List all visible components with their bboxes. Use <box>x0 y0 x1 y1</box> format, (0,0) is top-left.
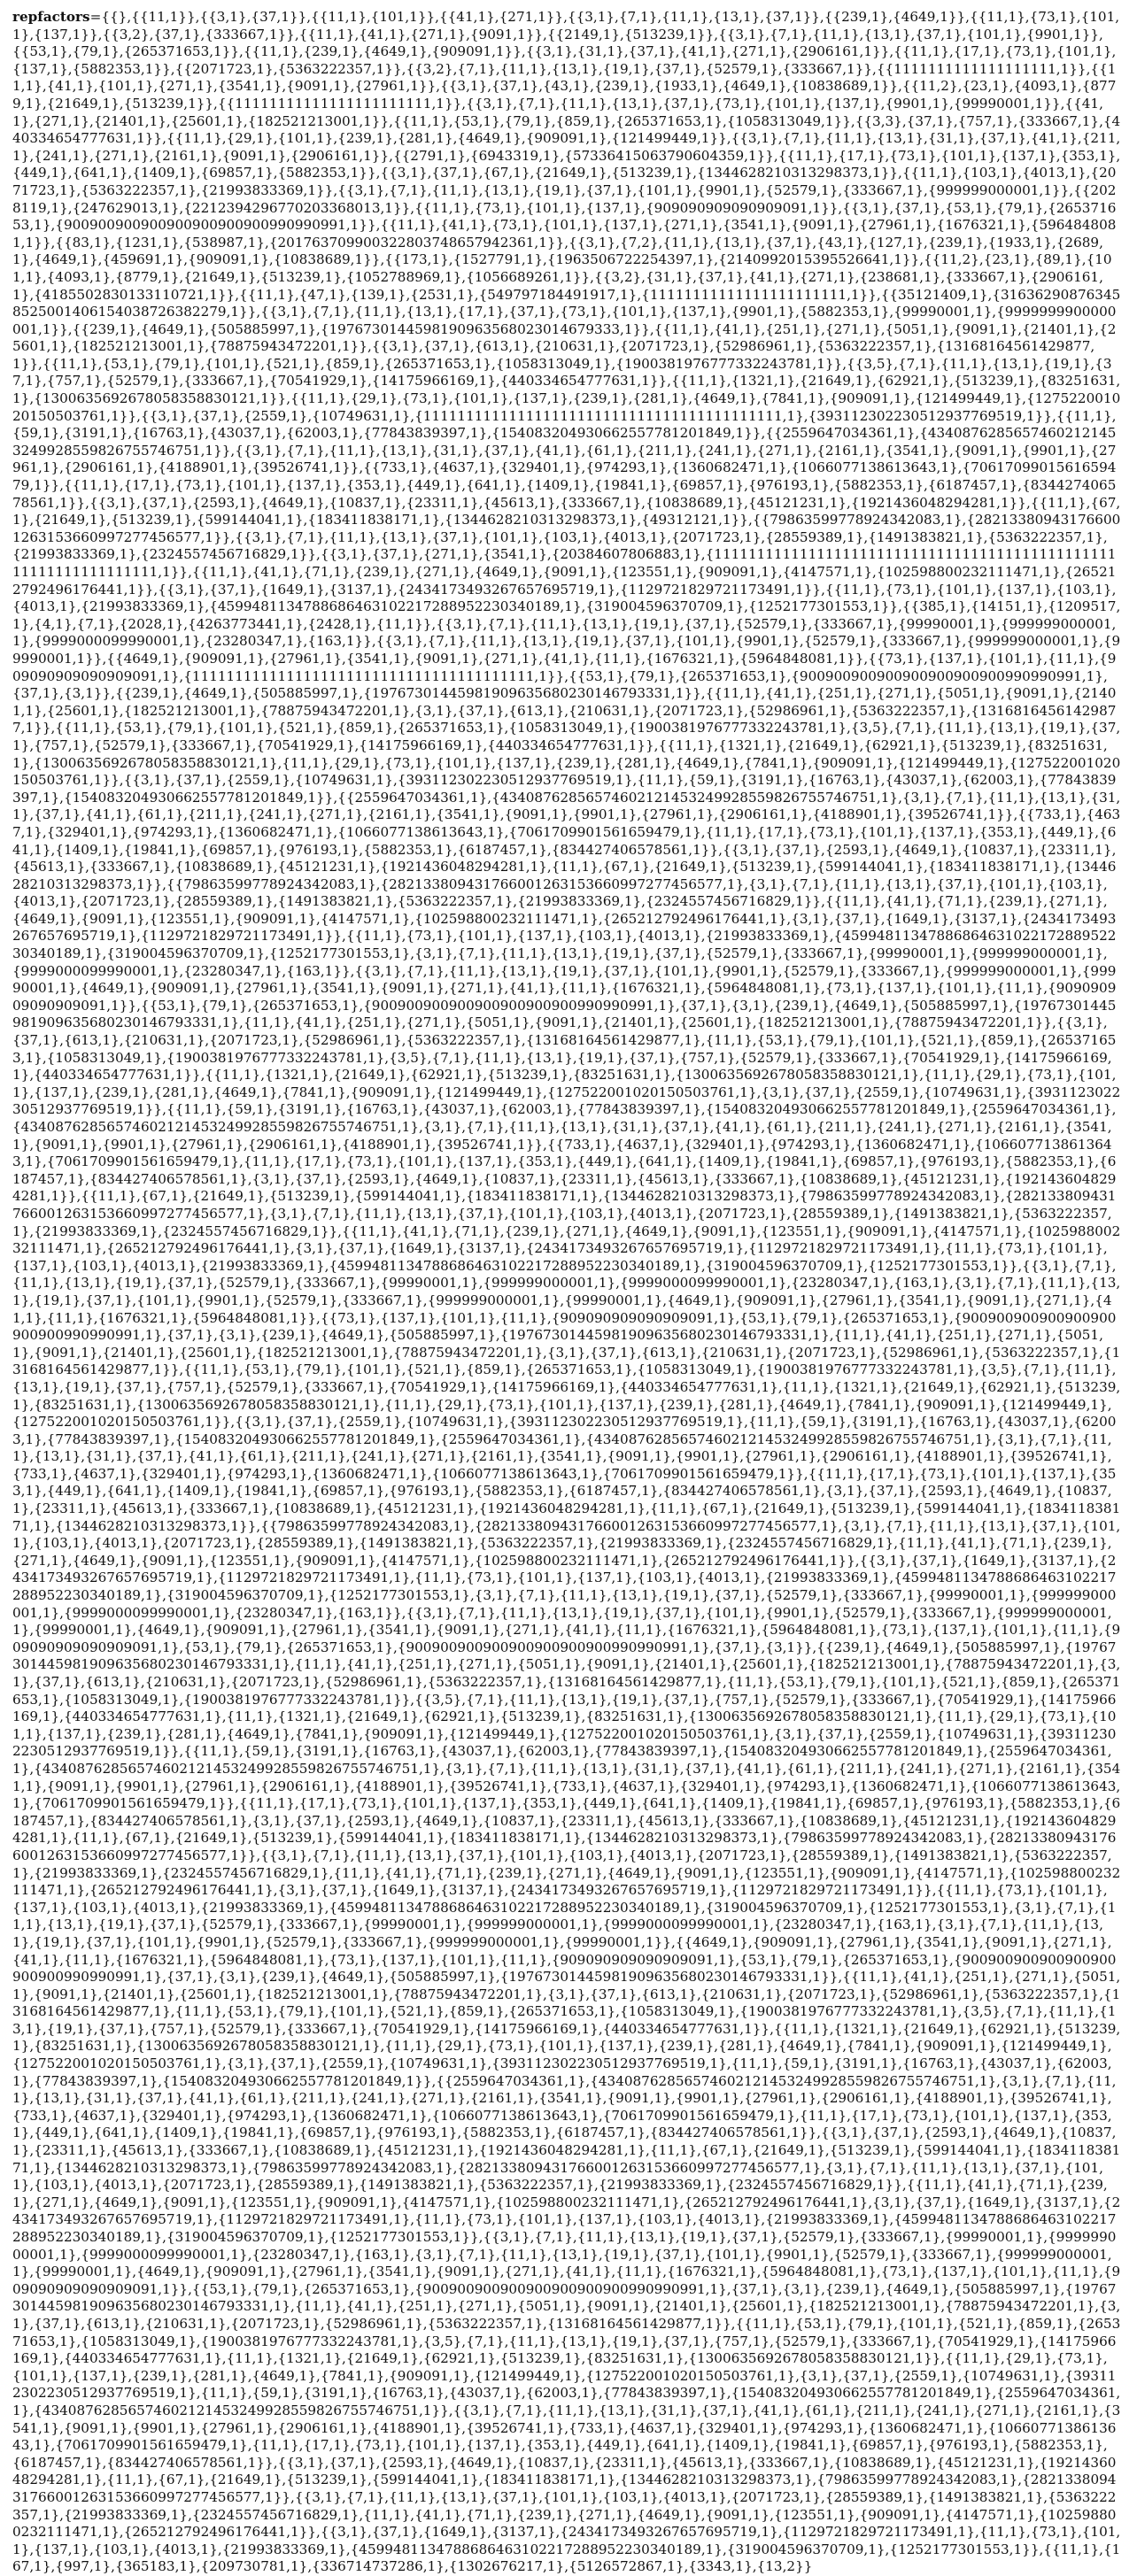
assignment-operator: = <box>89 9 102 25</box>
document-page <box>12 9 1125 2575</box>
factor-list-content: {{},{{11,1}},{{3,1},{37,1}},{{11,1},{101,1}},{{41,1},{271,1}},{{3,1},{7,1},{11,1},{13,1},{37,1}},{{239,1},{4649,1}},{{11,1},{73,1},{101,1},{137,1}},{{3,2},{37,1},{333667,1}},{{11,1},{41,1},{271,1},{9091,1}},{{2149,1},{513239,1}},{{3,1},{7,1},{11,1},{13,1},{37,1},{101,1},{9901,1}},{{53,1},{79,1},{265371653,1}},{{11,1},{239,1},{4649,1},{909091,1}},{{3,1},{31,1},{37,1},{41,1},{271,1},{2906161,1}},{{11,1},{17,1},{73,1},{101,1},{137,1},{5882353,1}},{{2071723,1},{5363222357,1}},{{3,2},{7,1},{11,1},{13,1},{19,1},{37,1},{52579,1},{333667,1}},{{1111111111111111111,1}},{{11,1},{41,1},{101,1},{271,1},{3541,1},{9091,1},{27961,1}},{{3,1},{37,1},{43,1},{239,1},{1933,1},{4649,1},{10838689,1}},{{11,2},{23,1},{4093,1},{8779,1},{21649,1},{513239,1}},{{11111111111111111111111,1}},{{3,1},{7,1},{11,1},{13,1},{37,1},{73,1},{101,1},{137,1},{9901,1},{99990001,1}},{{41,1},{271,1},{21401,1},{25601,1},{182521213001,1}},{{11,1},{53,1},{79,1},{859,1},{265371653,1},{1058313049,1}},{{3,3},{37,1},{757,1},{333667,1},{440334654777631,1}},{{11,1},{29,1},{101,1},{239,1},{281,1},{4649,1},{909091,1},{121499449,1}},{{3,1},{7,1},{11,1},{13,1},{31,1},{37,1},{41,1},{211,1},{241,1},{271,1},{2161,1},{9091,1},{2906161,1}},{{2791,1},{6943319,1},{57336415063790604359,1}},{{11,1},{17,1},{73,1},{101,1},{137,1},{353,1},{449,1},{641,1},{1409,1},{69857,1},{5882353,1}},{{3,1},{37,1},{67,1},{21649,1},{513239,1},{1344628210313298373,1}},{{11,1},{103,1},{4013,1},{2071723,1},{5363222357,1},{21993833369,1}},{{3,1},{7,1},{11,1},{13,1},{19,1},{37,1},{101,1},{9901,1},{52579,1},{333667,1},{999999000001,1}},{{2028119,1},{247629013,1},{2212394296770203368013,1}},{{11,1},{73,1},{101,1},{137,1},{909090909090909091,1}},{{3,1},{37,1},{53,1},{79,1},{265371653,1},{900900900900900900900900990990991,1}},{{11,1},{41,1},{73,1},{101,1},{137,1},{271,1},{3541,1},{9091,1},{27961,1},{1676321,1},{5964848081,1}},{{83,1},{1231,1},{538987,1},{201763709900322803748657942361,1}},{{3,1},{7,2},{11,1},{13,1},{37,1},{43,1},{127,1},{239,1},{1933,1},{2689,1},{4649,1},{459691,1},{909091,1},{10838689,1}},{{173,1},{1527791,1},{1963506722254397,1},{2140992015395526641,1}},{{11,2},{23,1},{89,1},{101,1},{4093,1},{8779,1},{21649,1},{513239,1},{1052788969,1},{1056689261,1}},{{3,2},{31,1},{37,1},{41,1},{271,1},{238681,1},{333667,1},{2906161,1},{4185502830133110721,1}},{{11,1},{47,1},{139,1},{2531,1},{549797184491917,1},{11111111111111111111111,1}},{{35121409,1},{316362908763458525001406154038726382279,1}},{{3,1},{7,1},{11,1},{13,1},{17,1},{37,1},{73,1},{101,1},{137,1},{9901,1},{5882353,1},{99990001,1},{9999999900000001,1}},{{239,1},{4649,1},{505885997,1},{1976730144598190963568023014679333,1}},{{11,1},{41,1},{251,1},{271,1},{5051,1},{9091,1},{21401,1},{25601,1},{182521213001,1},{78875943472201,1}},{{3,1},{37,1},{613,1},{210631,1},{2071723,1},{52986961,1},{5363222357,1},{13168164561429877,1}},{{11,1},{53,1},{79,1},{101,1},{521,1},{859,1},{265371653,1},{1058313049,1},{1900381976777332243781,1}},{{3,5},{7,1},{11,1},{13,1},{19,1},{37,1},{757,1},{52579,1},{333667,1},{70541929,1},{14175966169,1},{440334654777631,1}},{{11,1},{1321,1},{21649,1},{62921,1},{513239,1},{83251631,1},{1300635692678058358830121,1}},{{11,1},{29,1},{73,1},{101,1},{137,1},{239,1},{281,1},{4649,1},{7841,1},{909091,1},{121499449,1},{127522001020150503761,1}},{{3,1},{37,1},{2559,1},{10749631,1},{111111111111111111111111111111111111111111,1},{393112302230512937769519,1}},{{11,1},{59,1},{3191,1},{16763,1},{43037,1},{62003,1},{77843839397,1},{154083204930662557781201849,1}},{{2559647034361,1},{43408762856574602121453249928559826755746751,1}},{{3,1},{7,1},{11,1},{13,1},{31,1},{37,1},{41,1},{61,1},{211,1},{241,1},{271,1},{2161,1},{3541,1},{9091,1},{9901,1},{27961,1},{2906161,1},{4188901,1},{39526741,1}},{{733,1},{4637,1},{329401,1},{974293,1},{1360682471,1},{1066077138613643,1},{7061709901561659479,1}},{{11,1},{17,1},{73,1},{101,1},{137,1},{353,1},{449,1},{641,1},{1409,1},{19841,1},{69857,1},{976193,1},{5882353,1},{6187457,1},{834427406578561,1}},{{3,1},{37,1},{2593,1},{4649,1},{10837,1},{23311,1},{45613,1},{333667,1},{10838689,1},{45121231,1},{1921436048294281,1}},{{11,1},{67,1},{21649,1},{513239,1},{599144041,1},{183411838171,1},{1344628210313298373,1},{49312121,1}},{{79863599778924342083,1},{282133809431766001263153660997277456577,1}},{{3,1},{7,1},{11,1},{13,1},{37,1},{101,1},{103,1},{4013,1},{2071723,1},{28559389,1},{1491383821,1},{5363222357,1},{21993833369,1},{2324557456716829,1}},{{3,1},{37,1},{271,1},{3541,1},{20384607806883,1},{1111111111111111111111111111111111111111111111111111111111111111,1}},{{11,1},{41,1},{71,1},{239,1},{271,1},{4649,1},{9091,1},{123551,1},{909091,1},{4147571,1},{102598800232111471,1},{265212792496176441,1}},{{3,1},{37,1},{1649,1},{3137,1},{2434173493267657695719,1},{1129721829721173491,1}},{{11,1},{73,1},{101,1},{137,1},{103,1},{4013,1},{21993833369,1},{4599481134788686463102217288952230340189,1},{319004596370709,1},{1252177301553,1}},{{385,1},{14151,1},{1209517,1},{4,1},{7,1},{2028,1},{4263773441,1},{2428,1},{11,1}},{{3,1},{7,1},{11,1},{13,1},{19,1},{37,1},{52579,1},{333667,1},{99990001,1},{999999000001,1},{9999000099990001,1},{23280347,1},{163,1}},{{3,1},{7,1},{11,1},{13,1},{19,1},{37,1},{101,1},{9901,1},{52579,1},{333667,1},{999999000001,1},{99990001,1}},{{4649,1},{909091,1},{27961,1},{3541,1},{9091,1},{271,1},{41,1},{11,1},{1676321,1},{5964848081,1}},{{73,1},{137,1},{101,1},{11,1},{909090909090909091,1},{1111111111111111111111111111111111111111,1}},{{53,1},{79,1},{265371653,1},{900900900900900900900900990990991,1},{37,1},{3,1}},{{239,1},{4649,1},{505885997,1},{19767301445981909635680230146793331,1}},{{11,1},{41,1},{251,1},{271,1},{5051,1},{9091,1},{21401,1},{25601,1},{182521213001,1},{78875943472201,1},{3,1},{37,1},{613,1},{210631,1},{2071723,1},{52986961,1},{5363222357,1},{13168164561429877,1}},{{11,1},{53,1},{79,1},{101,1},{521,1},{859,1},{265371653,1},{1058313049,1},{1900381976777332243781,1},{3,5},{7,1},{11,1},{13,1},{19,1},{37,1},{757,1},{52579,1},{333667,1},{70541929,1},{14175966169,1},{440334654777631,1}},{{11,1},{1321,1},{21649,1},{62921,1},{513239,1},{83251631,1},{1300635692678058358830121,1},{11,1},{29,1},{73,1},{101,1},{137,1},{239,1},{281,1},{4649,1},{7841,1},{909091,1},{121499449,1},{127522001020150503761,1}},{{3,1},{37,1},{2559,1},{10749631,1},{393112302230512937769519,1},{11,1},{59,1},{3191,1},{16763,1},{43037,1},{62003,1},{77843839397,1},{154083204930662557781201849,1}},{{2559647034361,1},{43408762856574602121453249928559826755746751,1},{3,1},{7,1},{11,1},{13,1},{31,1},{37,1},{41,1},{61,1},{211,1},{241,1},{271,1},{2161,1},{3541,1},{9091,1},{9901,1},{27961,1},{2906161,1},{4188901,1},{39526741,1}},{{733,1},{4637,1},{329401,1},{974293,1},{1360682471,1},{1066077138613643,1},{7061709901561659479,1},{11,1},{17,1},{73,1},{101,1},{137,1},{353,1},{449,1},{641,1},{1409,1},{19841,1},{69857,1},{976193,1},{5882353,1},{6187457,1},{834427406578561,1}},{{3,1},{37,1},{2593,1},{4649,1},{10837,1},{23311,1},{45613,1},{333667,1},{10838689,1},{45121231,1},{1921436048294281,1},{11,1},{67,1},{21649,1},{513239,1},{599144041,1},{183411838171,1},{1344628210313298373,1}},{{79863599778924342083,1},{282133809431766001263153660997277456577,1},{3,1},{7,1},{11,1},{13,1},{37,1},{101,1},{103,1},{4013,1},{2071723,1},{28559389,1},{1491383821,1},{5363222357,1},{21993833369,1},{2324557456716829,1}},{{11,1},{41,1},{71,1},{239,1},{271,1},{4649,1},{9091,1},{123551,1},{909091,1},{4147571,1},{102598800232111471,1},{265212792496176441,1},{3,1},{37,1},{1649,1},{3137,1},{2434173493267657695719,1},{1129721829721173491,1}},{{11,1},{73,1},{101,1},{137,1},{103,1},{4013,1},{21993833369,1},{4599481134788686463102217288952230340189,1},{319004596370709,1},{1252177301553,1},{3,1},{7,1},{11,1},{13,1},{19,1},{37,1},{52579,1},{333667,1},{99990001,1},{999999000001,1},{9999000099990001,1},{23280347,1},{163,1}},{{3,1},{7,1},{11,1},{13,1},{19,1},{37,1},{101,1},{9901,1},{52579,1},{333667,1},{999999000001,1},{99990001,1},{4649,1},{909091,1},{27961,1},{3541,1},{9091,1},{271,1},{41,1},{11,1},{1676321,1},{5964848081,1},{73,1},{137,1},{101,1},{11,1},{909090909090909091,1}},{{53,1},{79,1},{265371653,1},{900900900900900900900900990990991,1},{37,1},{3,1},{239,1},{4649,1},{505885997,1},{19767301445981909635680230146793331,1},{11,1},{41,1},{251,1},{271,1},{5051,1},{9091,1},{21401,1},{25601,1},{182521213001,1},{78875943472201,1}},{{3,1},{37,1},{613,1},{210631,1},{2071723,1},{52986961,1},{5363222357,1},{13168164561429877,1},{11,1},{53,1},{79,1},{101,1},{521,1},{859,1},{265371653,1},{1058313049,1},{1900381976777332243781,1},{3,5},{7,1},{11,1},{13,1},{19,1},{37,1},{757,1},{52579,1},{333667,1},{70541929,1},{14175966169,1},{440334654777631,1}},{{11,1},{1321,1},{21649,1},{62921,1},{513239,1},{83251631,1},{1300635692678058358830121,1},{11,1},{29,1},{73,1},{101,1},{137,1},{239,1},{281,1},{4649,1},{7841,1},{909091,1},{121499449,1},{127522001020150503761,1},{3,1},{37,1},{2559,1},{10749631,1},{393112302230512937769519,1}},{{11,1},{59,1},{3191,1},{16763,1},{43037,1},{62003,1},{77843839397,1},{154083204930662557781201849,1},{2559647034361,1},{43408762856574602121453249928559826755746751,1},{3,1},{7,1},{11,1},{13,1},{31,1},{37,1},{41,1},{61,1},{211,1},{241,1},{271,1},{2161,1},{3541,1},{9091,1},{9901,1},{27961,1},{2906161,1},{4188901,1},{39526741,1}},{{733,1},{4637,1},{329401,1},{974293,1},{1360682471,1},{1066077138613643,1},{7061709901561659479,1},{11,1},{17,1},{73,1},{101,1},{137,1},{353,1},{449,1},{641,1},{1409,1},{19841,1},{69857,1},{976193,1},{5882353,1},{6187457,1},{834427406578561,1},{3,1},{37,1},{2593,1},{4649,1},{10837,1},{23311,1},{45613,1},{333667,1},{10838689,1},{45121231,1},{1921436048294281,1}},{{11,1},{67,1},{21649,1},{513239,1},{599144041,1},{183411838171,1},{1344628210313298373,1},{79863599778924342083,1},{282133809431766001263153660997277456577,1},{3,1},{7,1},{11,1},{13,1},{37,1},{101,1},{103,1},{4013,1},{2071723,1},{28559389,1},{1491383821,1},{5363222357,1},{21993833369,1},{2324557456716829,1}},{{11,1},{41,1},{71,1},{239,1},{271,1},{4649,1},{9091,1},{123551,1},{909091,1},{4147571,1},{102598800232111471,1},{265212792496176441,1},{3,1},{37,1},{1649,1},{3137,1},{2434173493267657695719,1},{1129721829721173491,1},{11,1},{73,1},{101,1},{137,1},{103,1},{4013,1},{21993833369,1},{4599481134788686463102217288952230340189,1},{319004596370709,1},{1252177301553,1}},{{3,1},{7,1},{11,1},{13,1},{19,1},{37,1},{52579,1},{333667,1},{99990001,1},{999999000001,1},{9999000099990001,1},{23280347,1},{163,1},{3,1},{7,1},{11,1},{13,1},{19,1},{37,1},{101,1},{9901,1},{52579,1},{333667,1},{999999000001,1},{99990001,1},{4649,1},{909091,1},{27961,1},{3541,1},{9091,1},{271,1},{41,1},{11,1},{1676321,1},{5964848081,1}},{{73,1},{137,1},{101,1},{11,1},{909090909090909091,1},{53,1},{79,1},{265371653,1},{900900900900900900900900990990991,1},{37,1},{3,1},{239,1},{4649,1},{505885997,1},{19767301445981909635680230146793331,1},{11,1},{41,1},{251,1},{271,1},{5051,1},{9091,1},{21401,1},{25601,1},{182521213001,1},{78875943472201,1},{3,1},{37,1},{613,1},{210631,1},{2071723,1},{52986961,1},{5363222357,1},{13168164561429877,1}},{{11,1},{53,1},{79,1},{101,1},{521,1},{859,1},{265371653,1},{1058313049,1},{1900381976777332243781,1},{3,5},{7,1},{11,1},{13,1},{19,1},{37,1},{757,1},{52579,1},{333667,1},{70541929,1},{14175966169,1},{440334654777631,1},{11,1},{1321,1},{21649,1},{62921,1},{513239,1},{83251631,1},{1300635692678058358830121,1},{11,1},{29,1},{73,1},{101,1},{137,1},{239,1},{281,1},{4649,1},{7841,1},{909091,1},{121499449,1},{127522001020150503761,1}},{{3,1},{37,1},{2559,1},{10749631,1},{393112302230512937769519,1},{11,1},{59,1},{3191,1},{16763,1},{43037,1},{62003,1},{77843839397,1},{154083204930662557781201849,1},{2559647034361,1},{43408762856574602121453249928559826755746751,1},{3,1},{7,1},{11,1},{13,1},{31,1},{37,1},{41,1},{61,1},{211,1},{241,1},{271,1},{2161,1},{3541,1},{9091,1},{9901,1},{27961,1},{2906161,1},{4188901,1},{39526741,1},{733,1},{4637,1},{329401,1},{974293,1},{1360682471,1},{1066077138613643,1},{7061709901561659479,1}},{{11,1},{17,1},{73,1},{101,1},{137,1},{353,1},{449,1},{641,1},{1409,1},{19841,1},{69857,1},{976193,1},{5882353,1},{6187457,1},{834427406578561,1},{3,1},{37,1},{2593,1},{4649,1},{10837,1},{23311,1},{45613,1},{333667,1},{10838689,1},{45121231,1},{1921436048294281,1},{11,1},{67,1},{21649,1},{513239,1},{599144041,1},{183411838171,1},{1344628210313298373,1}},{{79863599778924342083,1},{282133809431766001263153660997277456577,1},{3,1},{7,1},{11,1},{13,1},{37,1},{101,1},{103,1},{4013,1},{2071723,1},{28559389,1},{1491383821,1},{5363222357,1},{21993833369,1},{2324557456716829,1},{11,1},{41,1},{71,1},{239,1},{271,1},{4649,1},{9091,1},{123551,1},{909091,1},{4147571,1},{102598800232111471,1},{265212792496176441,1}},{{3,1},{37,1},{1649,1},{3137,1},{2434173493267657695719,1},{1129721829721173491,1},{11,1},{73,1},{101,1},{137,1},{103,1},{4013,1},{21993833369,1},{4599481134788686463102217288952230340189,1},{319004596370709,1},{1252177301553,1},{3,1},{7,1},{11,1},{13,1},{19,1},{37,1},{52579,1},{333667,1},{99990001,1},{999999000001,1},{9999000099990001,1},{23280347,1},{163,1}},{{3,1},{7,1},{11,1},{13,1},{19,1},{37,1},{101,1},{9901,1},{52579,1},{333667,1},{999999000001,1},{99990001,1},{4649,1},{909091,1},{27961,1},{3541,1},{9091,1},{271,1},{41,1},{11,1},{1676321,1},{5964848081,1},{73,1},{137,1},{101,1},{11,1},{909090909090909091,1},{53,1},{79,1},{265371653,1},{900900900900900900900900990990991,1},{37,1},{3,1}},{{239,1},{4649,1},{505885997,1},{19767301445981909635680230146793331,1},{11,1},{41,1},{251,1},{271,1},{5051,1},{9091,1},{21401,1},{25601,1},{182521213001,1},{78875943472201,1},{3,1},{37,1},{613,1},{210631,1},{2071723,1},{52986961,1},{5363222357,1},{13168164561429877,1},{11,1},{53,1},{79,1},{101,1},{521,1},{859,1},{265371653,1},{1058313049,1},{1900381976777332243781,1}},{{3,5},{7,1},{11,1},{13,1},{19,1},{37,1},{757,1},{52579,1},{333667,1},{70541929,1},{14175966169,1},{440334654777631,1},{11,1},{1321,1},{21649,1},{62921,1},{513239,1},{83251631,1},{1300635692678058358830121,1},{11,1},{29,1},{73,1},{101,1},{137,1},{239,1},{281,1},{4649,1},{7841,1},{909091,1},{121499449,1},{127522001020150503761,1},{3,1},{37,1},{2559,1},{10749631,1},{393112302230512937769519,1}},{{11,1},{59,1},{3191,1},{16763,1},{43037,1},{62003,1},{77843839397,1},{154083204930662557781201849,1},{2559647034361,1},{43408762856574602121453249928559826755746751,1},{3,1},{7,1},{11,1},{13,1},{31,1},{37,1},{41,1},{61,1},{211,1},{241,1},{271,1},{2161,1},{3541,1},{9091,1},{9901,1},{27961,1},{2906161,1},{4188901,1},{39526741,1},{733,1},{4637,1},{329401,1},{974293,1},{1360682471,1},{1066077138613643,1},{7061709901561659479,1}},{{11,1},{17,1},{73,1},{101,1},{137,1},{353,1},{449,1},{641,1},{1409,1},{19841,1},{69857,1},{976193,1},{5882353,1},{6187457,1},{834427406578561,1},{3,1},{37,1},{2593,1},{4649,1},{10837,1},{23311,1},{45613,1},{333667,1},{10838689,1},{45121231,1},{1921436048294281,1},{11,1},{67,1},{21649,1},{513239,1},{599144041,1},{183411838171,1},{1344628210313298373,1},{79863599778924342083,1},{282133809431766001263153660997277456577,1}},{{3,1},{7,1},{11,1},{13,1},{37,1},{101,1},{103,1},{4013,1},{2071723,1},{28559389,1},{1491383821,1},{5363222357,1},{21993833369,1},{2324557456716829,1},{11,1},{41,1},{71,1},{239,1},{271,1},{4649,1},{9091,1},{123551,1},{909091,1},{4147571,1},{102598800232111471,1},{265212792496176441,1},{3,1},{37,1},{1649,1},{3137,1},{2434173493267657695719,1},{1129721829721173491,1}},{{11,1},{73,1},{101,1},{137,1},{103,1},{4013,1},{21993833369,1},{4599481134788686463102217288952230340189,1},{319004596370709,1},{1252177301553,1},{3,1},{7,1},{11,1},{13,1},{19,1},{37,1},{52579,1},{333667,1},{99990001,1},{999999000001,1},{9999000099990001,1},{23280347,1},{163,1},{3,1},{7,1},{11,1},{13,1},{19,1},{37,1},{101,1},{9901,1},{52579,1},{333667,1},{999999000001,1},{99990001,1}},{{4649,1},{909091,1},{27961,1},{3541,1},{9091,1},{271,1},{41,1},{11,1},{1676321,1},{5964848081,1},{73,1},{137,1},{101,1},{11,1},{909090909090909091,1},{53,1},{79,1},{265371653,1},{900900900900900900900900990990991,1},{37,1},{3,1},{239,1},{4649,1},{505885997,1},{19767301445981909635680230146793331,1}},{{11,1},{41,1},{251,1},{271,1},{5051,1},{9091,1},{21401,1},{25601,1},{182521213001,1},{78875943472201,1},{3,1},{37,1},{613,1},{210631,1},{2071723,1},{52986961,1},{5363222357,1},{13168164561429877,1},{11,1},{53,1},{79,1},{101,1},{521,1},{859,1},{265371653,1},{1058313049,1},{1900381976777332243781,1},{3,5},{7,1},{11,1},{13,1},{19,1},{37,1},{757,1},{52579,1},{333667,1},{70541929,1},{14175966169,1},{440334654777631,1}},{{11,1},{1321,1},{21649,1},{62921,1},{513239,1},{83251631,1},{1300635692678058358830121,1},{11,1},{29,1},{73,1},{101,1},{137,1},{239,1},{281,1},{4649,1},{7841,1},{909091,1},{121499449,1},{127522001020150503761,1},{3,1},{37,1},{2559,1},{10749631,1},{393112302230512937769519,1},{11,1},{59,1},{3191,1},{16763,1},{43037,1},{62003,1},{77843839397,1},{154083204930662557781201849,1}},{{2559647034361,1},{43408762856574602121453249928559826755746751,1},{3,1},{7,1},{11,1},{13,1},{31,1},{37,1},{41,1},{61,1},{211,1},{241,1},{271,1},{2161,1},{3541,1},{9091,1},{9901,1},{27961,1},{2906161,1},{4188901,1},{39526741,1},{733,1},{4637,1},{329401,1},{974293,1},{1360682471,1},{1066077138613643,1},{7061709901561659479,1},{11,1},{17,1},{73,1},{101,1},{137,1},{353,1},{449,1},{641,1},{1409,1},{19841,1},{69857,1},{976193,1},{5882353,1},{6187457,1},{834427406578561,1}},{{3,1},{37,1},{2593,1},{4649,1},{10837,1},{23311,1},{45613,1},{333667,1},{10838689,1},{45121231,1},{1921436048294281,1},{11,1},{67,1},{21649,1},{513239,1},{599144041,1},{183411838171,1},{1344628210313298373,1},{79863599778924342083,1},{282133809431766001263153660997277456577,1},{3,1},{7,1},{11,1},{13,1},{37,1},{101,1},{103,1},{4013,1},{2071723,1},{28559389,1},{1491383821,1},{5363222357,1},{21993833369,1},{2324557456716829,1}},{{11,1},{41,1},{71,1},{239,1},{271,1},{4649,1},{9091,1},{123551,1},{909091,1},{4147571,1},{102598800232111471,1},{265212792496176441,1},{3,1},{37,1},{1649,1},{3137,1},{2434173493267657695719,1},{1129721829721173491,1},{11,1},{73,1},{101,1},{137,1},{103,1},{4013,1},{21993833369,1},{4599481134788686463102217288952230340189,1},{319004596370709,1},{1252177301553,1}},{{3,1},{7,1},{11,1},{13,1},{19,1},{37,1},{52579,1},{333667,1},{99990001,1},{999999000001,1},{9999000099990001,1},{23280347,1},{163,1},{3,1},{7,1},{11,1},{13,1},{19,1},{37,1},{101,1},{9901,1},{52579,1},{333667,1},{999999000001,1},{99990001,1},{4649,1},{909091,1},{27961,1},{3541,1},{9091,1},{271,1},{41,1},{11,1},{1676321,1},{5964848081,1},{73,1},{137,1},{101,1},{11,1},{909090909090909091,1}},{{53,1},{79,1},{265371653,1},{900900900900900900900900990990991,1},{37,1},{3,1},{239,1},{4649,1},{505885997,1},{19767301445981909635680230146793331,1},{11,1},{41,1},{251,1},{271,1},{5051,1},{9091,1},{21401,1},{25601,1},{182521213001,1},{78875943472201,1},{3,1},{37,1},{613,1},{210631,1},{2071723,1},{52986961,1},{5363222357,1},{13168164561429877,1}},{{11,1},{53,1},{79,1},{101,1},{521,1},{859,1},{265371653,1},{1058313049,1},{1900381976777332243781,1},{3,5},{7,1},{11,1},{13,1},{19,1},{37,1},{757,1},{52579,1},{333667,1},{70541929,1},{14175966169,1},{440334654777631,1},{11,1},{1321,1},{21649,1},{62921,1},{513239,1},{83251631,1},{1300635692678058358830121,1}},{{11,1},{29,1},{73,1},{101,1},{137,1},{239,1},{281,1},{4649,1},{7841,1},{909091,1},{121499449,1},{127522001020150503761,1},{3,1},{37,1},{2559,1},{10749631,1},{393112302230512937769519,1},{11,1},{59,1},{3191,1},{16763,1},{43037,1},{62003,1},{77843839397,1},{154083204930662557781201849,1},{2559647034361,1},{43408762856574602121453249928559826755746751,1}},{{3,1},{7,1},{11,1},{13,1},{31,1},{37,1},{41,1},{61,1},{211,1},{241,1},{271,1},{2161,1},{3541,1},{9091,1},{9901,1},{27961,1},{2906161,1},{4188901,1},{39526741,1},{733,1},{4637,1},{329401,1},{974293,1},{1360682471,1},{1066077138613643,1},{7061709901561659479,1},{11,1},{17,1},{73,1},{101,1},{137,1},{353,1},{449,1},{641,1},{1409,1},{19841,1},{69857,1},{976193,1},{5882353,1},{6187457,1},{834427406578561,1}},{{3,1},{37,1},{2593,1},{4649,1},{10837,1},{23311,1},{45613,1},{333667,1},{10838689,1},{45121231,1},{1921436048294281,1},{11,1},{67,1},{21649,1},{513239,1},{599144041,1},{183411838171,1},{1344628210313298373,1},{79863599778924342083,1},{282133809431766001263153660997277456577,1}},{{3,1},{7,1},{11,1},{13,1},{37,1},{101,1},{103,1},{4013,1},{2071723,1},{28559389,1},{1491383821,1},{5363222357,1},{21993833369,1},{2324557456716829,1},{11,1},{41,1},{71,1},{239,1},{271,1},{4649,1},{9091,1},{123551,1},{909091,1},{4147571,1},{102598800232111471,1},{265212792496176441,1}},{{3,1},{37,1},{1649,1},{3137,1},{2434173493267657695719,1},{1129721829721173491,1},{11,1},{73,1},{101,1},{137,1},{103,1},{4013,1},{21993833369,1},{4599481134788686463102217288952230340189,1},{319004596370709,1},{1252177301553,1}},{{11,1},{167,1},{997,1},{365183,1},{209730781,1},{336714737286,1},{1302676217,1},{5126572867,1},{3343,1},{13,2}} <box>12 9 1121 2575</box>
variable-name: repfactors <box>12 9 90 25</box>
